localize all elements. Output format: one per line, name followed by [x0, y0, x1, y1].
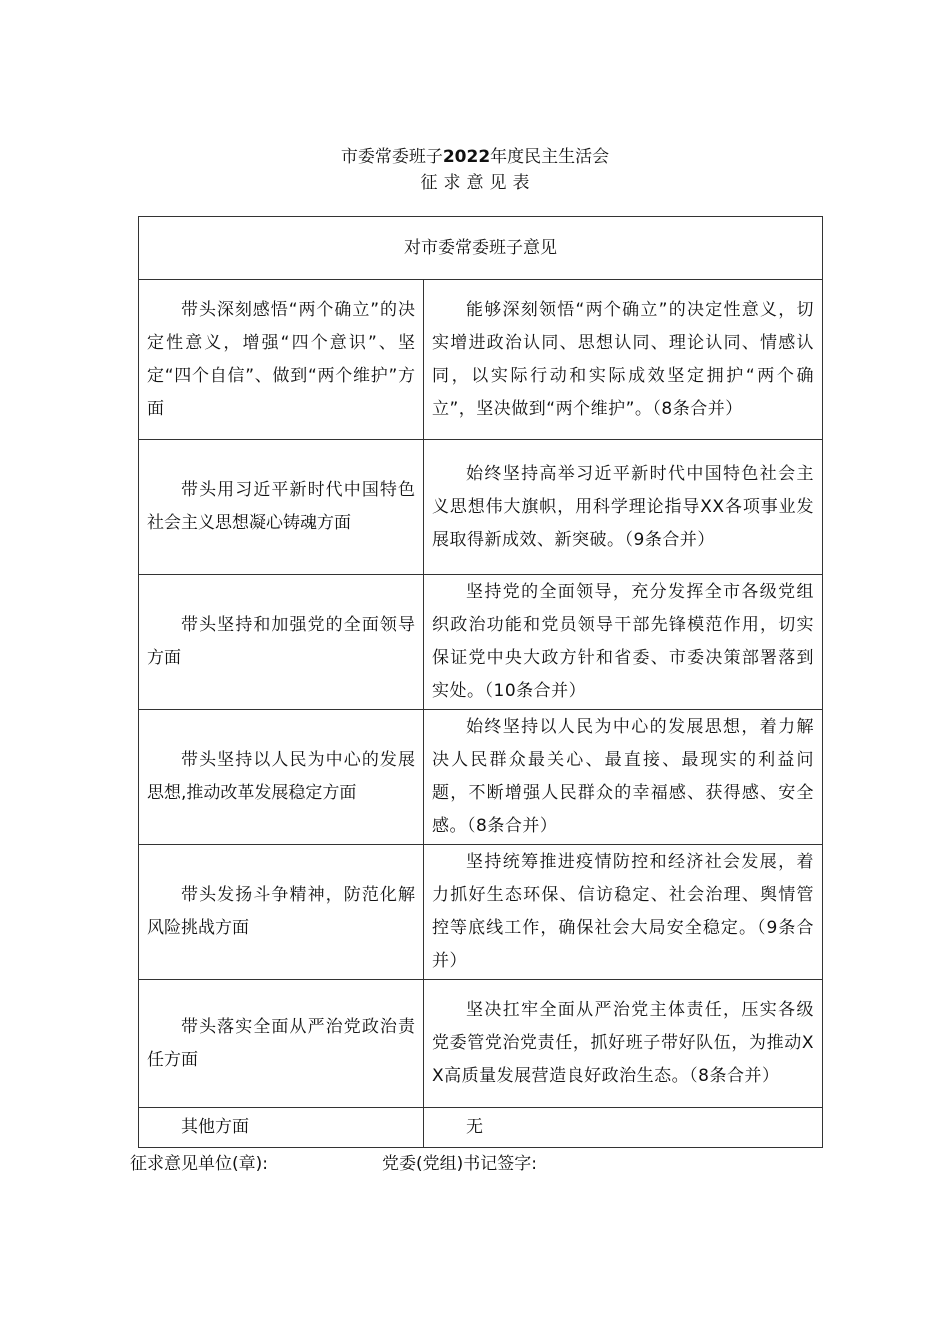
opinion-cell [424, 845, 823, 980]
aspect-text: 带头深刻感悟“两个确立”的决定性意义，增强“四个意识”、坚定“四个自信”、做到“两个维护”方面 [147, 299, 415, 419]
opinion-text: 坚决扛牢全面从严治党主体责任，压实各级党委管党治党责任，抓好班子带好队伍，为推动XX高质量发展营造良好政治生态。（8条合并） [432, 1000, 814, 1086]
opinion-text: 坚持统筹推进疫情防控和经济社会发展，着力抓好生态环保、信访稳定、社会治理、舆情管控等底线工作，确保社会大局安全稳定。（9条合并） [432, 852, 814, 971]
table-row [139, 980, 823, 1108]
opinion-table [138, 216, 823, 1148]
aspect-text: 带头坚持和加强党的全面领导方面 [147, 615, 415, 668]
opinion-text: 能够深刻领悟“两个确立”的决定性意义，切实增进政治认同、思想认同、理论认同、情感认同，以实际行动和实际成效坚定拥护“两个确立”，坚决做到“两个维护”。（8条合并） [432, 299, 814, 419]
aspect-cell [139, 1108, 424, 1148]
opinion-text: 无 [466, 1117, 484, 1137]
aspect-cell [139, 575, 424, 710]
opinion-cell [424, 710, 823, 845]
table-row [139, 440, 823, 575]
aspect-cell [139, 710, 424, 845]
document-subtitle: 征求意见表 [420, 173, 536, 193]
aspect-cell [139, 280, 424, 440]
opinion-text: 始终坚持以人民为中心的发展思想，着力解决人民群众最关心、最直接、最现实的利益问题，不断增强人民群众的幸福感、获得感、安全感。（8条合并） [432, 717, 814, 836]
opinion-cell [424, 280, 823, 440]
table-row [139, 845, 823, 980]
table-row [139, 1108, 823, 1148]
title-prefix: 市委常委班子 [340, 147, 443, 167]
aspect-text: 带头落实全面从严治党政治责任方面 [147, 1016, 415, 1070]
aspect-text: 其他方面 [181, 1117, 249, 1137]
opinion-text: 始终坚持高举习近平新时代中国特色社会主义思想伟大旗帜，用科学理论指导XX各项事业发展取得新成效、新突破。（9条合并） [432, 463, 814, 550]
aspect-cell [139, 980, 424, 1108]
opinion-cell [424, 575, 823, 710]
document-title [0, 145, 950, 169]
table-row [139, 575, 823, 710]
table-header-row [139, 217, 823, 280]
opinion-text: 坚持党的全面领导，充分发挥全市各级党组织政治功能和党员领导干部先锋模范作用，切实保证党中央大政方针和省委、市委决策部署落到实处。（10条合并） [432, 582, 814, 701]
aspect-cell [139, 440, 424, 575]
opinion-cell [424, 440, 823, 575]
aspect-text: 带头发扬斗争精神，防范化解风险挑战方面 [147, 885, 415, 938]
opinion-cell [424, 1108, 823, 1148]
title-year: 2022 [442, 147, 491, 167]
title-suffix: 年度民主生活会 [490, 147, 610, 167]
aspect-cell [139, 845, 424, 980]
unit-seal-label: 征求意见单位(章): [130, 1154, 268, 1174]
aspect-text: 带头坚持以人民为中心的发展思想,推动改革发展稳定方面 [147, 750, 415, 803]
table-header: 对市委常委班子意见 [139, 217, 823, 280]
table-row [139, 280, 823, 440]
secretary-signature-label: 党委(党组)书记签字: [382, 1154, 537, 1174]
table-row [139, 710, 823, 845]
opinion-cell [424, 980, 823, 1108]
aspect-text: 带头用习近平新时代中国特色社会主义思想凝心铸魂方面 [147, 480, 415, 533]
